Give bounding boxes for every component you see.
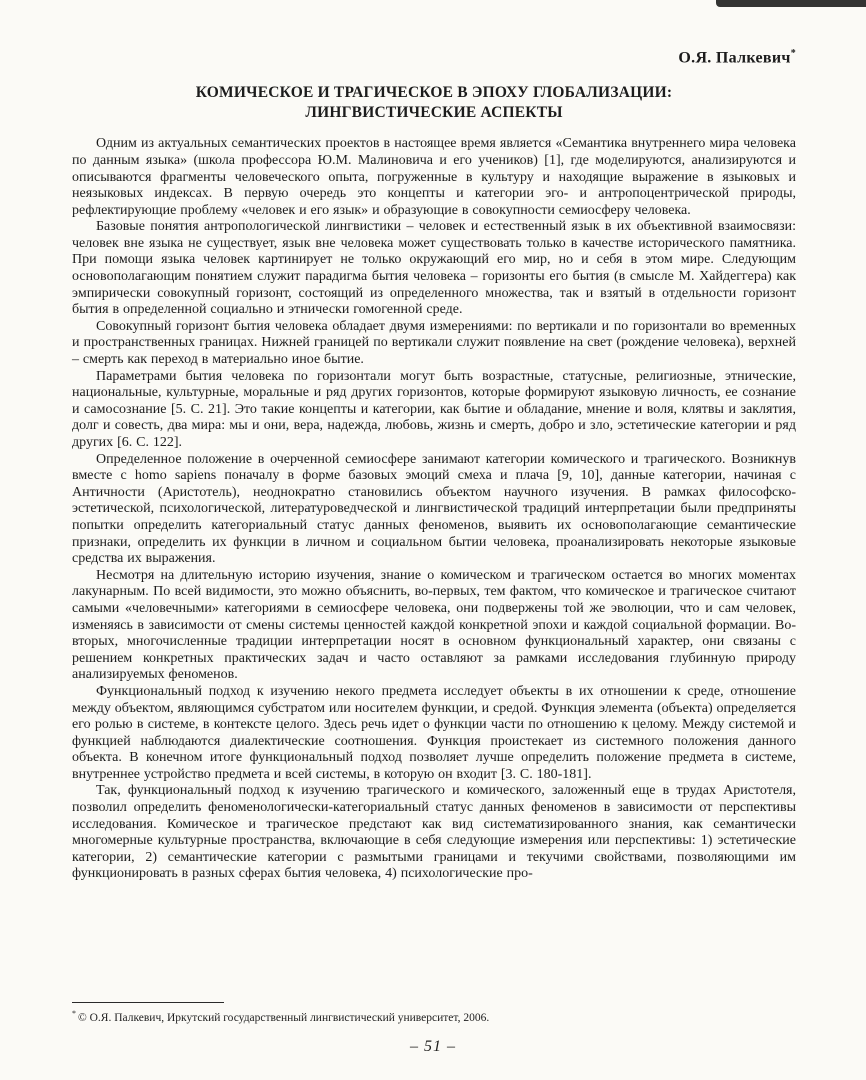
page-number: – 51 – bbox=[410, 1038, 456, 1055]
paragraph: Совокупный горизонт бытия человека обладает двумя измерениями: по вертикали и по горизонтали во временных и пространственных границах. Нижней границей по вертикали служит появление на свет (рождение человека), верхней – смерть как переход в материально иное бытие. bbox=[72, 318, 796, 368]
author-line bbox=[72, 48, 796, 67]
paragraph: Базовые понятия антропологической лингвистики – человек и естественный язык в их объективной взаимосвязи: человек вне языка не существует, язык вне человека может существовать только в качестве исторического памятника. При помощи языка человек картинирует не только окружающий его мир, но и себя в этом мире. Следующим основополагающим понятием служит парадигма бытия человека – горизонты его бытия (в смысле М. Хайдеггера) как эмпирически совокупный горизонт, состоящий из определенного множества, так и взятый в отдельности горизонт бытия в определенной социально и этнически гомогенной среде. bbox=[72, 219, 796, 318]
paragraph: Одним из актуальных семантических проектов в настоящее время является «Семантика внутреннего мира человека по данным языка» (школа профессора Ю.М. Малиновича и его учеников) [1], где моделируются, анализируются и описываются фрагменты человеческого опыта, погруженные в культуру и находящие выражение в языковых и неязыковых индексах. В первую очередь это концепты и категории эго- и антропоцентрической природы, рефлектирующие проблему «человек и его язык» и образующие в совокупности семиосферу человека. bbox=[72, 136, 796, 218]
title-line-2: ЛИНГВИСТИЧЕСКИЕ АСПЕКТЫ bbox=[305, 104, 563, 122]
author-name: О.Я. Палкевич bbox=[678, 49, 791, 67]
paragraph: Так, функциональный подход к изучению трагического и комического, заложенный еще в трудах Аристотеля, позволил определить феноменологически-категориальный статус данных феноменов в зависимости от перспективы исследования. Комическое и трагическое предстают как вид систематизированного знания, как семантически многомерные культурные пространства, включающие в себя следующие измерения или перспективы: 1) эстетические категории, 2) семантические категории с размытыми границами и текучими свойствами, позволяющими им функционировать в разных сферах бытия человека, 4) психологические про- bbox=[72, 783, 796, 882]
paragraph: Несмотря на длительную историю изучения, знание о комическом и трагическом остается во многих моментах лакунарным. По всей видимости, это можно объяснить, во-первых, тем фактом, что комическое и трагическое считают самыми «человечными» категориями в семиосфере человека, они подвержены той же эволюции, что и сам человек, изменяясь в зависимости от смены системы ценностей каждой конкретной эпохи и каждой социальной формации. Во-вторых, многочисленные традиции интерпретации носят в основном функциональный характер, они связаны с решением конкретных практических задач и часто оставляют за рамками исследования глубинную природу анализируемых феноменов. bbox=[72, 567, 796, 683]
footnote-area bbox=[72, 1002, 796, 1025]
article-body bbox=[72, 136, 796, 883]
article-title bbox=[72, 83, 796, 123]
footnote-text bbox=[72, 1007, 796, 1025]
footnote-rule bbox=[72, 1002, 224, 1003]
footnote-copyright: © О.Я. Палкевич, Иркутский государственный лингвистический университет, 2006. bbox=[78, 1011, 490, 1024]
article-content bbox=[72, 0, 796, 883]
paragraph: Параметрами бытия человека по горизонтали могут быть возрастные, статусные, религиозные, этнические, национальные, культурные, моральные и ряд других горизонтов, которые формируют языковую личность, ее сознание и самосознание [5. С. 21]. Это такие концепты и категории, как бытие и обладание, мнение и воля, клятвы и заклятия, долг и совесть, два мира: мы и они, вера, надежда, любовь, жизнь и смерть, добро и зло, эстетические категории и ряд других [6. С. 122]. bbox=[72, 368, 796, 451]
paragraph: Функциональный подход к изучению некого предмета исследует объекты в их отношении к среде, отношение между объектом, являющимся субстратом или носителем функции, и средой. Функция элемента (объекта) определяется его ролью в системе, в контексте целого. Здесь речь идет о функции части по отношению к целому. Между системой и функцией наблюдаются диалектические соотношения. Функция проистекает из системного положения данного объекта. В конечном итоге функциональный подход позволяет лучше определить положение предмета в системе, внутреннее устройство предмета и всей системы, в которую он входит [3. С. 180-181]. bbox=[72, 683, 796, 782]
footnote-mark: * bbox=[72, 1009, 76, 1018]
author-footnote-mark: * bbox=[790, 48, 796, 59]
paragraph: Определенное положение в очерченной семиосфере занимают категории комического и трагического. Возникнув вместе с homo sapiens поначалу в форме базовых эмоций смеха и плача [9, 10], данные категории, начиная с Античности (Аристотель), неоднократно становились объектом научного изучения. В рамках философско-эстетической, психологической, литературоведческой и лингвистической традиций интерпретации были предприняты попытки определить категориальный статус данных феноменов, выявить их основополагающие семантические признаки, определить их функции в личном и социальном бытии человека, проанализировать некоторые языковые средства их выражения. bbox=[72, 451, 796, 567]
title-line-1: КОМИЧЕСКОЕ И ТРАГИЧЕСКОЕ В ЭПОХУ ГЛОБАЛИЗАЦИИ: bbox=[195, 84, 673, 102]
